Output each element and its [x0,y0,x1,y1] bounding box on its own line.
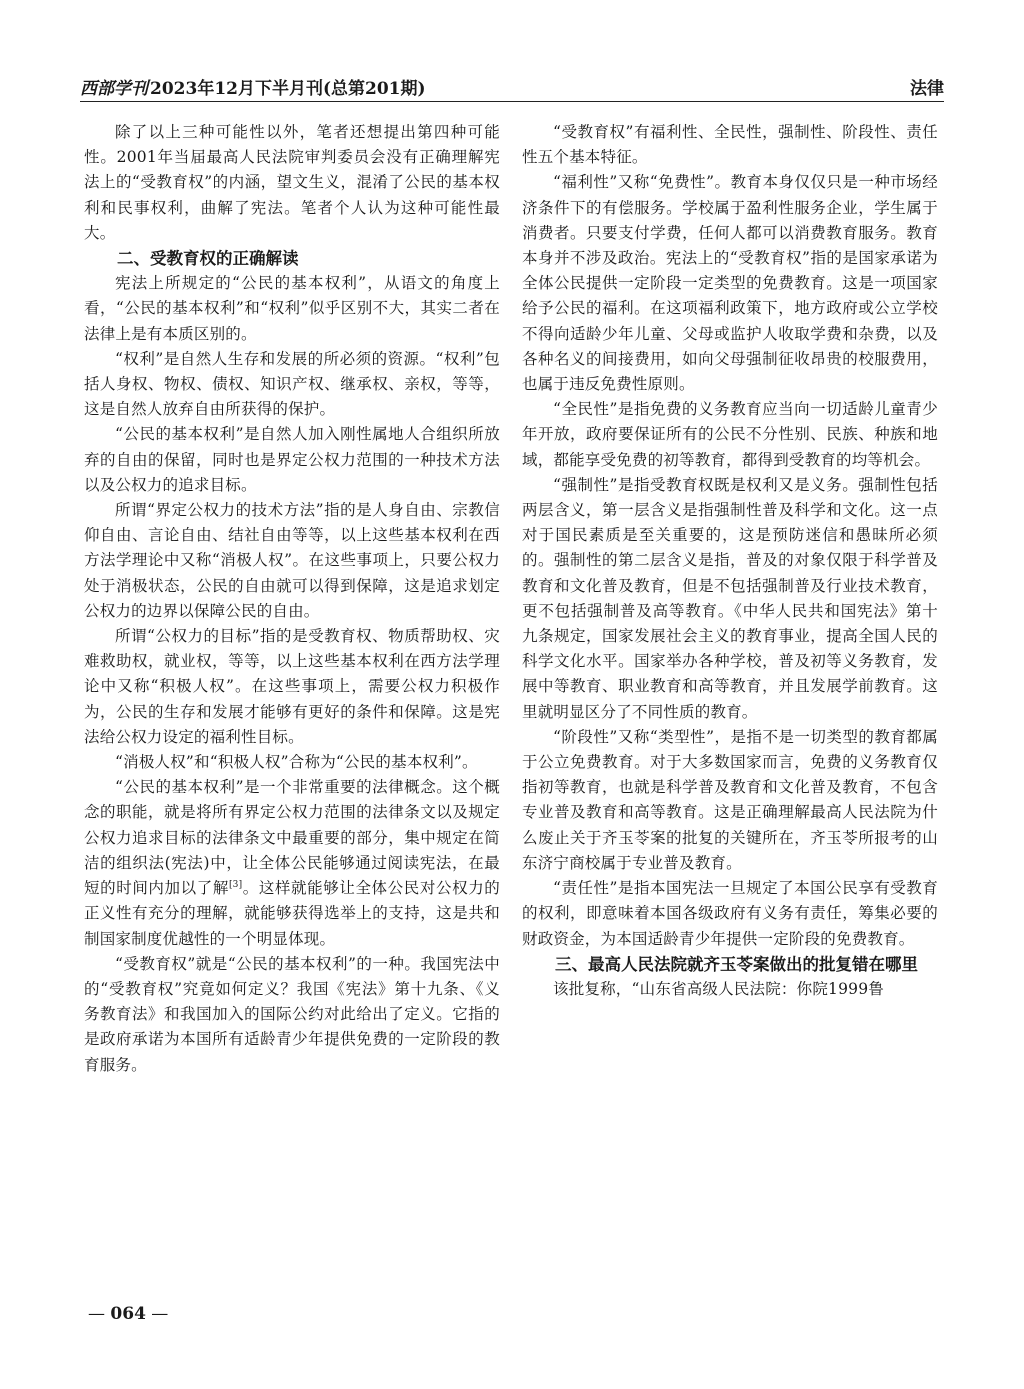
paragraph: “公民的基本权利”是自然人加入刚性属地人合组织所放弃的自由的保留，同时也是界定公权力范围的一种技术方法以及公权力的追求目标。 [84,425,500,494]
paragraph-text: “公民的基本权利”是一个非常重要的法律概念。这个概念的职能，就是将所有界定公权力范围的法律条文以及规定公权力追求目标的法律条文中最重要的部分，集中规定在简洁的组织法(宪法)中，让全体公民能够通过阅读宪法，在最短的时间内加以了解 [84,778,500,898]
paragraph-text: 。这样就能够让全体公民对公权力的正义性有充分的理解，就能够获得选举上的支持，这是共和制国家制度优越性的一个明显体现。 [84,879,500,948]
paragraph: “受教育权”有福利性、全民性，强制性、阶段性、责任性五个基本特征。 [522,123,938,167]
paragraph: 宪法上所规定的“公民的基本权利”，从语文的角度上看，“公民的基本权利”和“权利”似乎区别不大，其实二者在法律上是有本质区别的。 [84,274,500,343]
paragraph: 除了以上三种可能性以外，笔者还想提出第四种可能性。2001年当届最高人民法院审判委员会没有正确理解宪法上的“受教育权”的内涵，望文生义，混淆了公民的基本权利和民事权利，曲解了宪法。笔者个人认为这种可能性最大。 [84,123,500,242]
paragraph: 该批复称，“山东省高级人民法院：你院1999鲁 [553,979,884,998]
citation-ref: [3] [228,879,243,890]
journal-issue-line [80,74,426,99]
paragraph: “权利”是自然人生存和发展的所必须的资源。“权利”包括人身权、物权、债权、知识产权、继承权、亲权，等等，这是自然人放弃自由所获得的保护。 [84,349,500,419]
header-divider [80,101,944,102]
right-column [522,120,938,1002]
paragraph: “阶段性”又称“类型性”，是指不是一切类型的教育都属于公立免费教育。对于大多数国家而言，免费的义务教育仅指初等教育，也就是科学普及教育和文化普及教育，不包含专业普及教育和高等教育。这是正确理解最高人民法院为什么废止关于齐玉苓案的批复的关键所在，齐玉苓所报考的山东济宁商校属于专业普及教育。 [522,727,938,872]
paragraph: “消极人权”和“积极人权”合称为“公民的基本权利”。 [115,753,478,772]
section-heading: 三、最高人民法院就齐玉苓案做出的批复错在哪里 [555,954,918,974]
page-number: 064 [110,1304,146,1324]
paragraph [84,775,500,951]
paragraph: “福利性”又称“免费性”。教育本身仅仅只是一种市场经济条件下的有偿服务。学校属于盈利性服务企业，学生属于消费者。只要支付学费，任何人都可以消费教育服务。教育本身并不涉及政治。宪法上的“受教育权”指的是国家承诺为全体公民提供一定阶段一定类型的免费教育。这是一项国家给予公民的福利。在这项福利政策下，地方政府或公立学校不得向适龄少年儿童、父母或监护人收取学费和杂费，以及各种名义的间接费用，如向父母强制征收昂贵的校服费用，也属于违反免费性原则。 [522,173,938,394]
section-heading: 二、受教育权的正确解读 [117,249,299,269]
paragraph: “受教育权”就是“公民的基本权利”的一种。我国宪法中的“受教育权”究竟如何定义？我国《宪法》第十九条、《义务教育法》和我国加入的国际公约对此给出了定义。它指的是政府承诺为本国所有适龄青少年提供免费的一定阶段的教育服务。 [84,954,500,1074]
journal-logo: 西部学刊 [80,79,148,99]
page-footer [88,1304,168,1324]
paragraph: 所谓“公权力的目标”指的是受教育权、物质帮助权、灾难救助权，就业权，等等，以上这些基本权利在西方法学理论中又称“积极人权”。在这些事项上，需要公权力积极作为，公民的生存和发展才能够有更好的条件和保障。这是宪法给公权力设定的福利性目标。 [84,627,500,746]
issue-label: 2023年12月下半月刊(总第201期) [150,79,426,99]
footer-dash-right: — [145,1304,169,1324]
paragraph: “强制性”是指受教育权既是权利又是义务。强制性包括两层含义，第一层含义是指强制性普及科学和文化。这一点对于国民素质是至关重要的，这是预防迷信和愚昧所必须的。强制性的第二层含义是指，普及的对象仅限于科学普及教育和文化普及教育，但是不包括强制普及行业技术教育，更不包括强制普及高等教育。《中华人民共和国宪法》第十九条规定，国家发展社会主义的教育事业，提高全国人民的科学文化水平。国家举办各种学校，普及初等义务教育，发展中等教育、职业教育和高等教育，并且发展学前教育。这里就明显区分了不同性质的教育。 [522,475,938,721]
page-header [80,70,944,102]
footer-dash-left: — [88,1304,111,1324]
paragraph: 所谓“界定公权力的技术方法”指的是人身自由、宗教信仰自由、言论自由、结社自由等等，以上这些基本权利在西方法学理论中又称“消极人权”。在这些事项上，只要公权力处于消极状态，公民的自由就可以得到保障，这是追求划定公权力的边界以保障公民的自由。 [84,501,500,620]
paragraph: “全民性”是指免费的义务教育应当向一切适龄儿童青少年开放，政府要保证所有的公民不分性别、民族、种族和地域，都能享受免费的初等教育，都得到受教育的均等机会。 [522,400,938,469]
section-label: 法律 [910,79,944,99]
paragraph: “责任性”是指本国宪法一旦规定了本国公民享有受教育的权利，即意味着本国各级政府有义务有责任，筹集必要的财政资金，为本国适龄青少年提供一定阶段的免费教育。 [522,879,938,948]
left-column [84,120,500,1078]
